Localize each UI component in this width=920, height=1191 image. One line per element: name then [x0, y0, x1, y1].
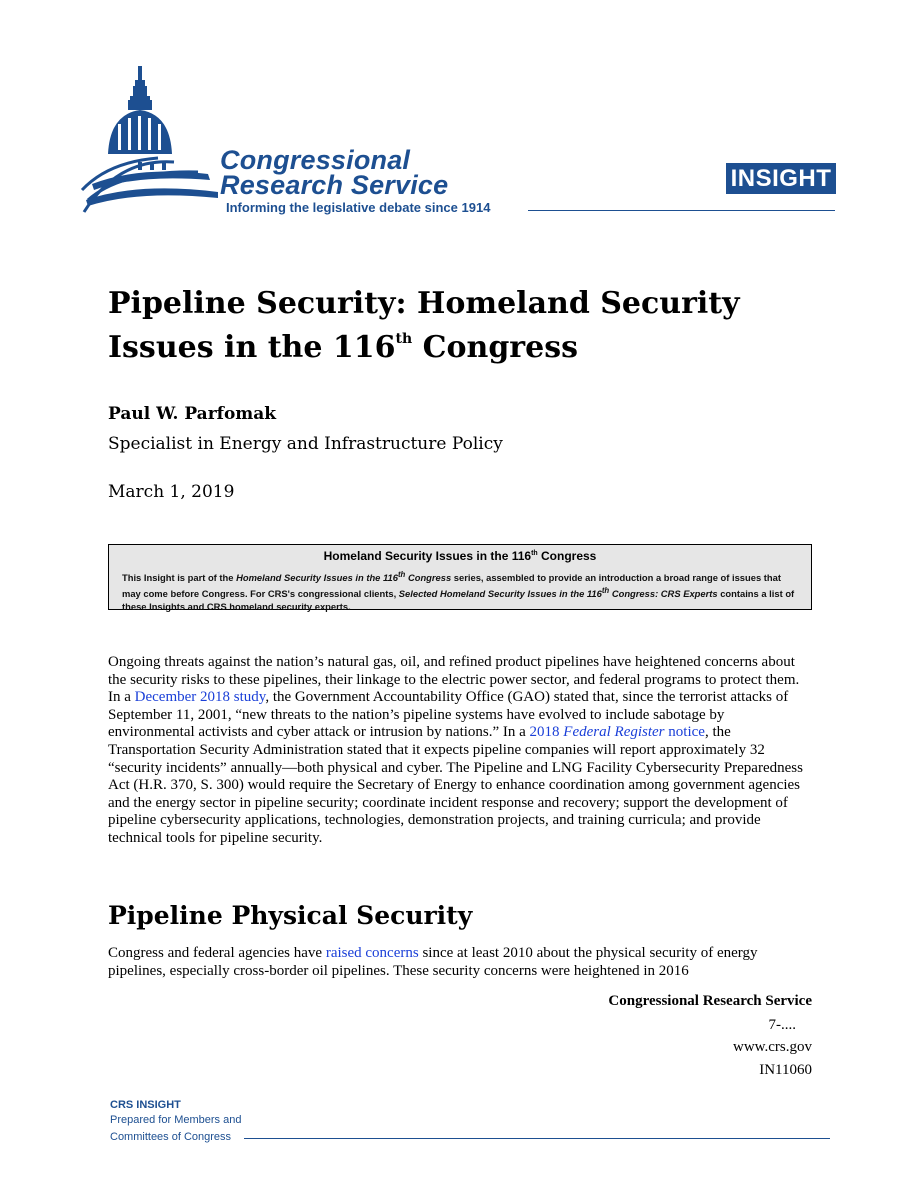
series-heading-text: Homeland Security Issues in the 116: [323, 549, 532, 563]
footer-org-name: Congressional Research Service: [608, 993, 812, 1009]
raised-concerns-link[interactable]: raised concerns: [325, 945, 419, 961]
footer-website: www.crs.gov: [732, 1039, 812, 1055]
footer-prepared-line2: Committees of Congress: [110, 1131, 232, 1143]
experts-title-sup: th: [601, 586, 610, 596]
series-title-italic: Homeland Security Issues in the 116: [236, 572, 398, 584]
footer-divider: [244, 1138, 830, 1139]
title-main: Pipeline Security: Homeland Security Issues in the 116: [108, 286, 740, 365]
intro-paragraph: [108, 654, 813, 848]
paragraph-text: Ongoing threats against the nation’s natural gas, oil, and refined product pipelines have heightened concerns about the security risks to these pipelines, their linkage to the electric power sector, and federal programs to protect them. In a: [108, 654, 800, 706]
experts-title-italic: Selected Homeland Security Issues in the 116: [398, 588, 602, 600]
org-tagline: Informing the legislative debate since 1914: [226, 200, 491, 215]
series-heading-sup: th: [531, 550, 538, 557]
title-sup: th: [395, 331, 413, 347]
section-heading: Pipeline Physical Security: [108, 901, 473, 930]
footer-report-number: 7-....: [768, 1017, 796, 1033]
footer-report-id: IN11060: [759, 1062, 812, 1078]
link-text: 2018: [529, 724, 564, 741]
page-title: [108, 282, 828, 370]
paragraph-text: since at least 2010 about the physical security of energy pipelines, especially cross-border oil pipelines. These security concerns were heightened in 2016: [108, 945, 758, 979]
link-text: notice: [664, 724, 705, 741]
series-text-part: series, assembled to provide an introduction a broad range of issues that may come before Congress. For CRS's congressional clients,: [122, 572, 781, 600]
title-end: Congress: [412, 330, 578, 365]
author-name: Paul W. Parfomak: [108, 404, 277, 424]
federal-register-notice-link[interactable]: [530, 724, 705, 740]
gao-study-link[interactable]: December 2018 study: [134, 689, 266, 706]
series-heading: [109, 549, 811, 563]
paragraph-text: Congress and federal agencies have: [108, 945, 326, 961]
physical-security-paragraph: [108, 945, 813, 980]
paragraph-text: , the Transportation Security Administration stated that it expects pipeline companies will report approximately 32 “security incidents” annually—both physical and cyber. The Pipeline and LNG Facility Cybersecurity Preparedness Act (H.R. 370, S. 300) would require the Secretary of Energy to enhance coordination among government agencies and the energy sector in pipeline security; coordinate incident response and recovery; support the development of pipeline cybersecurity applications, technologies, demonstration projects, and training curricula; and provide technical tools for pipeline security.: [108, 724, 803, 846]
paragraph-text: , the Government Accountability Office (GAO) stated that, since the terrorist attacks of September 11, 2001, “new threats to the nation’s pipeline systems have evolved to include sabotage by environmental activists and cyber attack or intrusion by nations.” In a: [108, 689, 789, 741]
series-info-box: [108, 544, 812, 613]
insight-badge: INSIGHT: [726, 163, 836, 194]
author-role: Specialist in Energy and Infrastructure Policy: [108, 434, 503, 454]
link-text-italic: Federal Register: [563, 724, 665, 741]
series-title-sup: th: [397, 570, 406, 579]
series-description: [122, 568, 797, 613]
footer-crs-insight-label: CRS INSIGHT: [110, 1099, 181, 1111]
publication-date: March 1, 2019: [108, 482, 235, 502]
experts-title-italic-end: Congress: CRS Experts: [609, 588, 718, 600]
series-heading-end: Congress: [537, 549, 597, 563]
header-divider: [528, 210, 835, 211]
org-name-line1: Congressional: [220, 145, 411, 175]
series-text-part: This Insight is part of the: [122, 572, 237, 584]
org-name-line2: Research Service: [220, 170, 449, 200]
footer-prepared-line1: Prepared for Members and: [110, 1114, 242, 1126]
series-title-italic-end: Congress: [405, 572, 452, 584]
series-text-part: contains a list of these Insights and CRS homeland security experts.: [122, 588, 795, 613]
crs-capitol-dome-logo-icon: [78, 62, 228, 222]
